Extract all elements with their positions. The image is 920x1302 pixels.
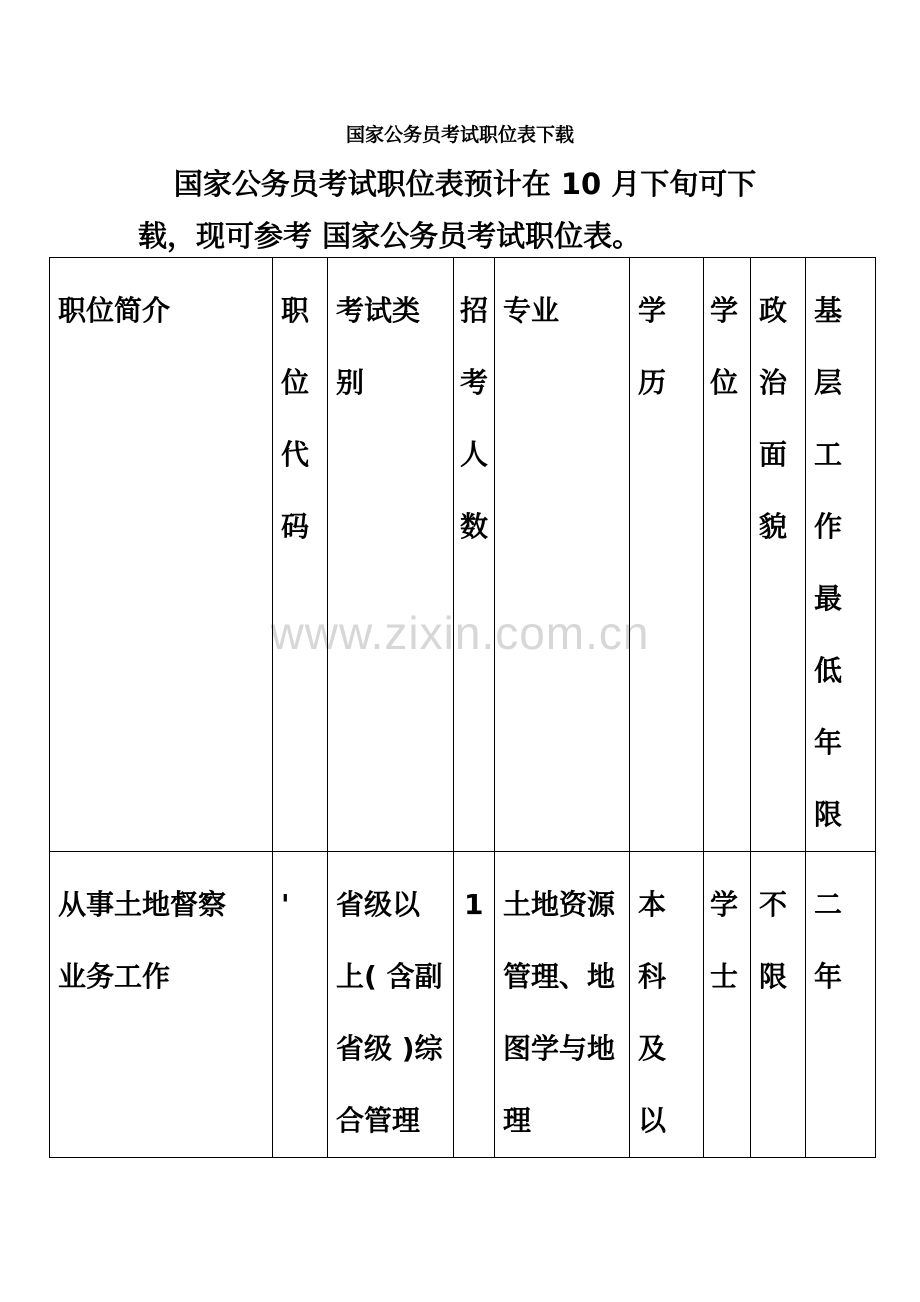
watermark: www.zixin.com.cn: [270, 607, 650, 659]
header-cell-degree: [704, 258, 751, 852]
row-cell-political: [751, 852, 806, 1158]
row-cell-grassroots: [806, 852, 876, 1158]
intro-line-2: 载，现可参考 国家公务员考试职位表。: [138, 219, 642, 253]
header-cell-exam-type: [328, 258, 454, 852]
header-major: 专业: [503, 294, 560, 327]
row-degree: 学士: [710, 888, 739, 993]
row-major: 土地资源管理、地图学与地理: [503, 888, 616, 1137]
row-cell-major: [495, 852, 630, 1158]
row-cell-code: [273, 852, 328, 1158]
row-cell-count: [454, 852, 495, 1158]
header-exam-type: 考试类别: [336, 294, 421, 399]
row-intro: 从事土地督察业务工作: [58, 888, 227, 993]
row-cell-degree: [704, 852, 751, 1158]
row-cell-exam-type: [328, 852, 454, 1158]
header-cell-education: [630, 258, 704, 852]
row-count: 1: [464, 888, 484, 921]
document-title: 国家公务员考试职位表下载: [345, 124, 574, 146]
job-table: [49, 257, 876, 1158]
intro-line-1: 国家公务员考试职位表预计在 10 月下旬可下: [173, 167, 757, 201]
header-code: 职位代码: [281, 294, 310, 543]
header-grassroots: 基层工作最低年限: [814, 294, 843, 831]
header-cell-major: [495, 258, 630, 852]
table-row: [50, 852, 876, 1158]
row-code: ': [281, 888, 290, 921]
row-political: 不限: [759, 888, 788, 993]
header-cell-code: [273, 258, 328, 852]
header-education: 学历: [638, 294, 667, 399]
header-count: 招考人数: [460, 294, 489, 543]
header-cell-count: [454, 258, 495, 852]
header-cell-grassroots: [806, 258, 876, 852]
row-grassroots: 二年: [814, 888, 843, 993]
row-education: 本科及以: [638, 888, 667, 1137]
header-degree: 学位: [710, 294, 739, 399]
table-header-row: [50, 258, 876, 852]
header-intro: 职位简介: [58, 294, 171, 327]
row-cell-intro: [50, 852, 273, 1158]
header-cell-intro: [50, 258, 273, 852]
header-political: 政治面貌: [759, 294, 788, 543]
header-cell-political: [751, 258, 806, 852]
row-cell-education: [630, 852, 704, 1158]
row-exam-type: 省级以上( 含副省级 )综合管理: [336, 888, 443, 1137]
